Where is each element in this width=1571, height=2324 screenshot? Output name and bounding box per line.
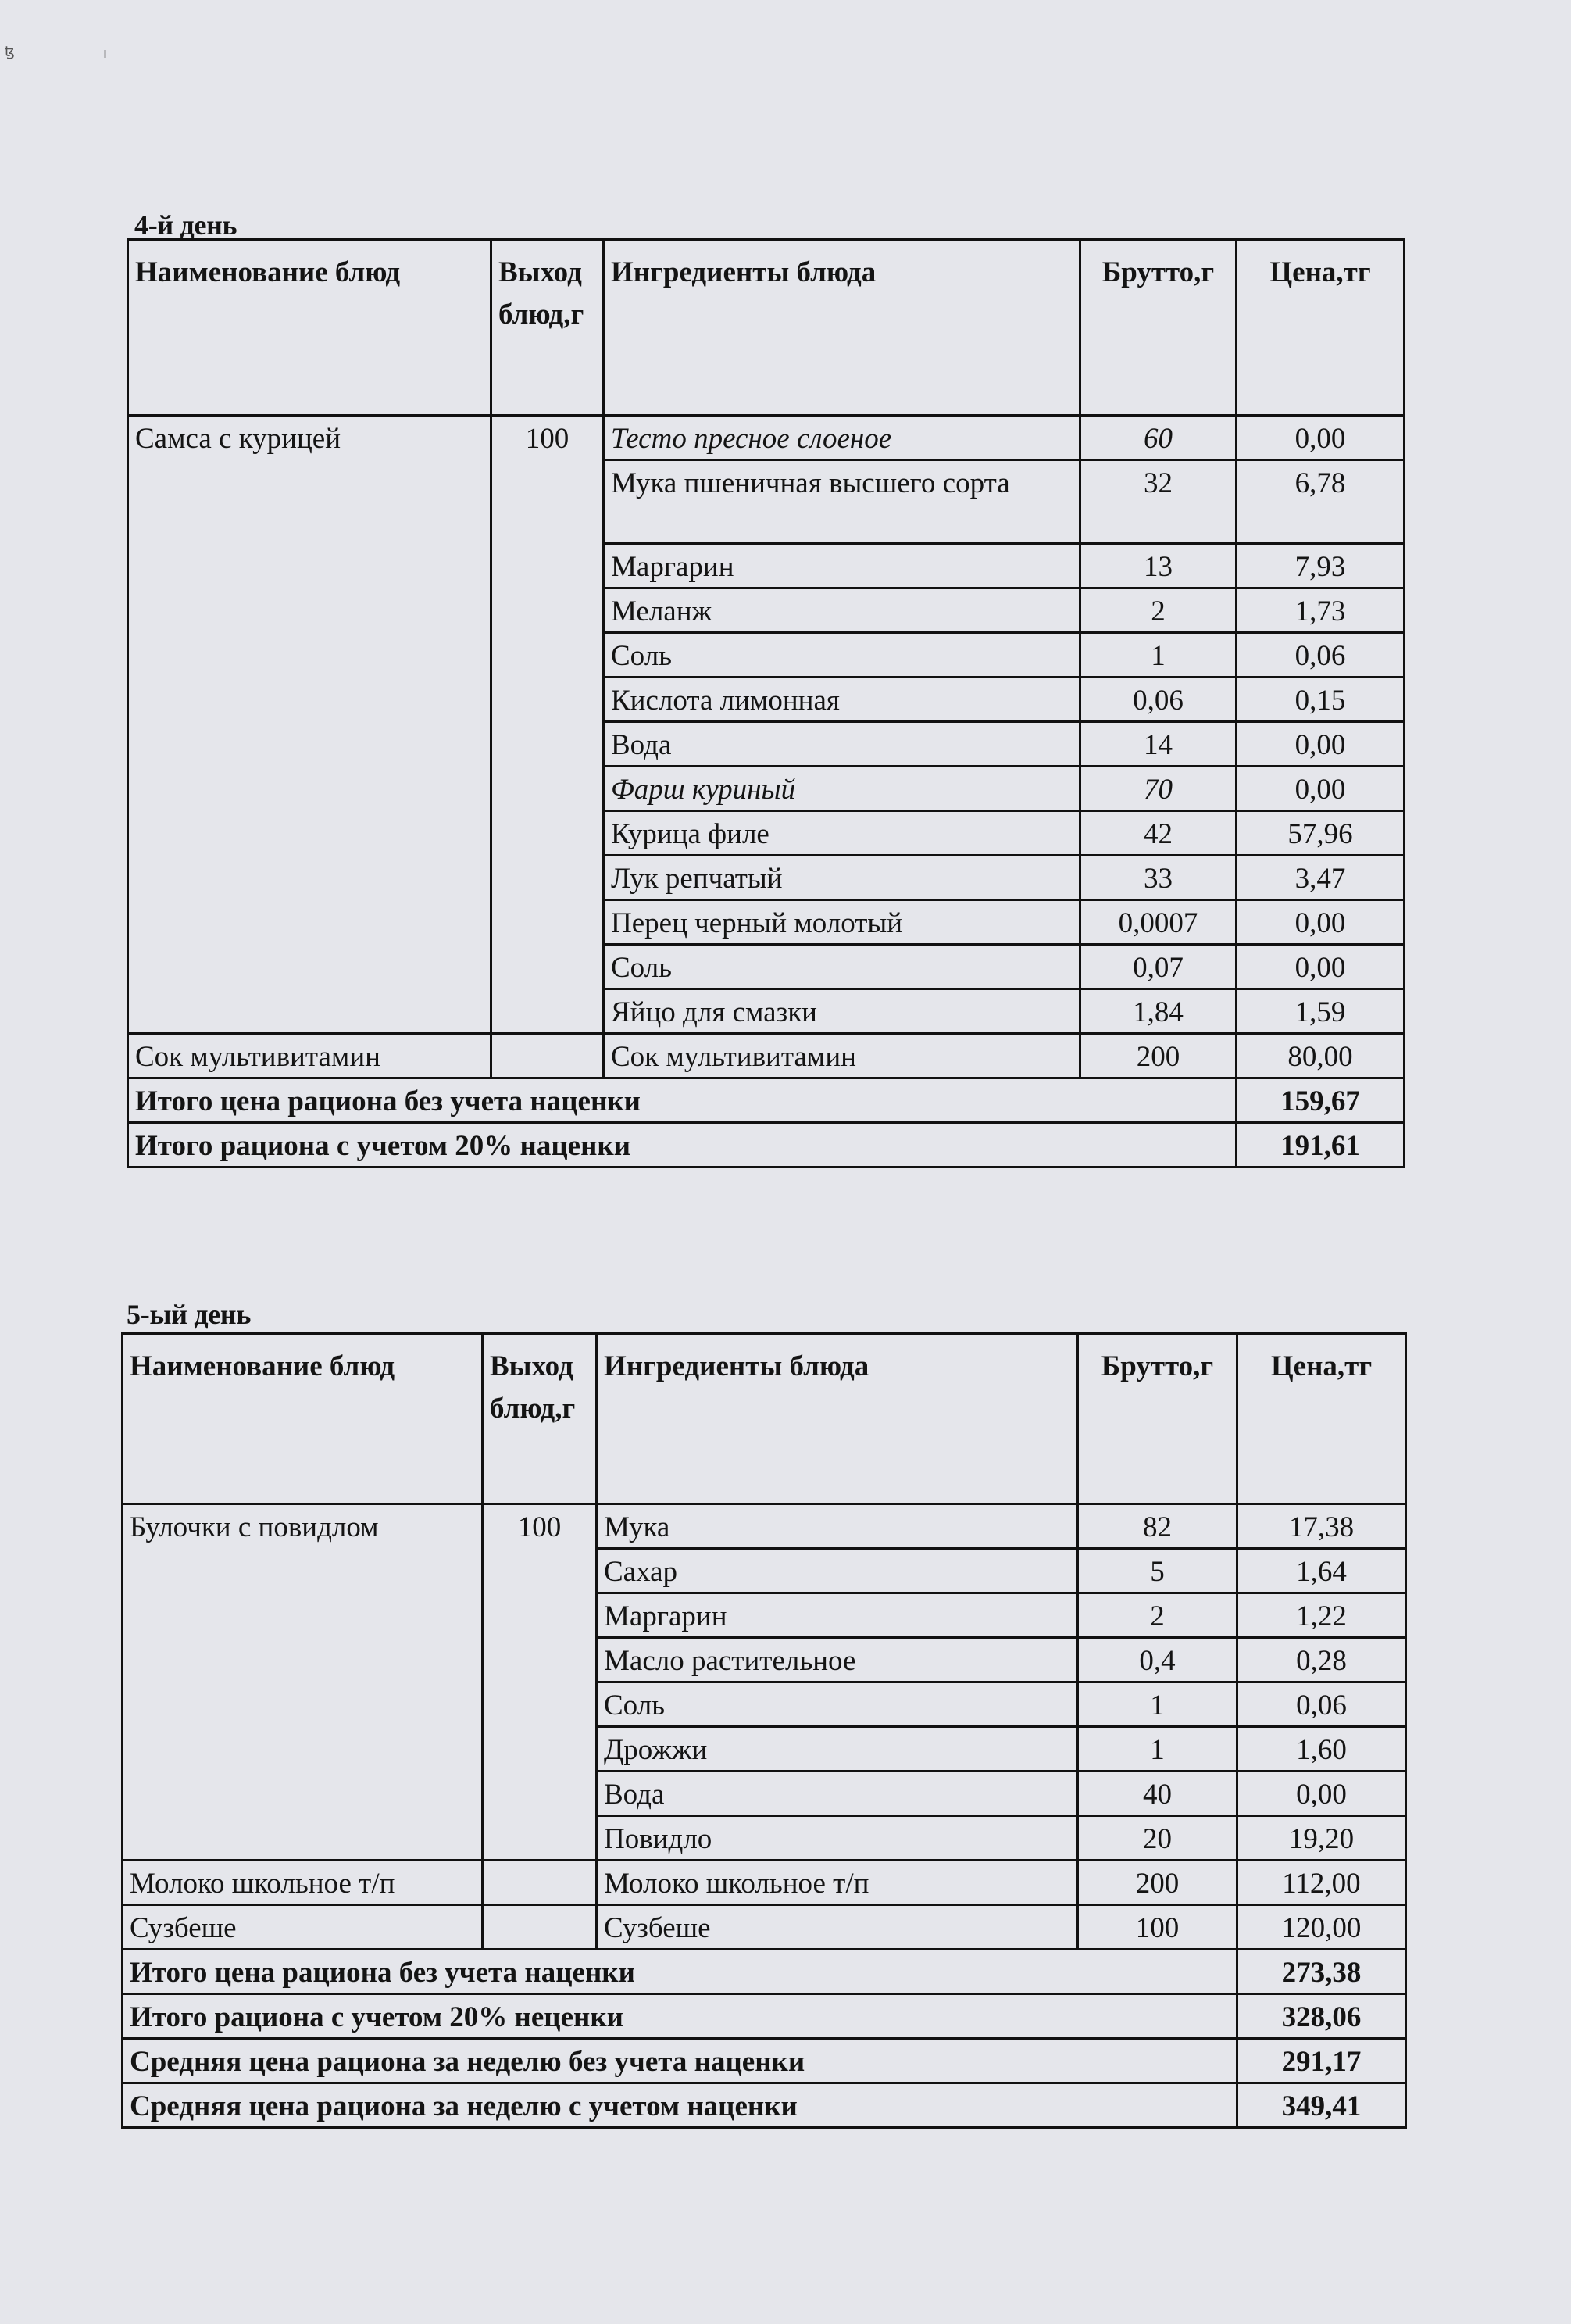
ingredient-gross: 1: [1078, 1727, 1237, 1772]
header-ingredients: [604, 240, 1080, 416]
ingredient-gross: 1,84: [1080, 989, 1237, 1034]
ingredient-price: 1,22: [1237, 1593, 1406, 1638]
total-row: [123, 2083, 1406, 2128]
header-yield: [483, 1334, 597, 1504]
ingredient-name: Лук репчатый: [604, 856, 1080, 900]
ingredient-price: 19,20: [1237, 1816, 1406, 1861]
ingredient-price: 80,00: [1237, 1034, 1405, 1078]
ingredient-name: Соль: [604, 633, 1080, 678]
ingredient-price: 0,00: [1237, 722, 1405, 767]
ingredient-name: Фарш куриный: [604, 767, 1080, 811]
dish-yield: [483, 1905, 597, 1950]
ingredient-name: Вода: [597, 1772, 1078, 1816]
day5-menu-table: [121, 1332, 1407, 2129]
total-label: Средняя цена рациона за неделю без учета наценки: [123, 2039, 1237, 2083]
dish-name: Булочки с повидлом: [123, 1504, 483, 1861]
ingredient-name: Кислота лимонная: [604, 678, 1080, 722]
ingredient-gross: 5: [1078, 1549, 1237, 1593]
ingredient-gross: 60: [1080, 416, 1237, 460]
total-label: Средняя цена рациона за неделю с учетом наценки: [123, 2083, 1237, 2128]
day5-title: 5-ый день: [127, 1299, 252, 1330]
total-value: 291,17: [1237, 2039, 1406, 2083]
total-value: 159,67: [1237, 1078, 1405, 1123]
ingredient-price: 0,06: [1237, 1682, 1406, 1727]
ingredient-gross: 1: [1078, 1682, 1237, 1727]
total-row: [123, 1994, 1406, 2039]
ingredient-name: Масло растительное: [597, 1638, 1078, 1682]
total-label: Итого цена рациона без учета наценки: [123, 1950, 1237, 1994]
ingredient-price: 120,00: [1237, 1905, 1406, 1950]
day5-body: [123, 1504, 1406, 2128]
ingredient-name: Вода: [604, 722, 1080, 767]
ingredient-gross: 0,0007: [1080, 900, 1237, 945]
ingredient-gross: 200: [1080, 1034, 1237, 1078]
header-dish: [123, 1334, 483, 1504]
ingredient-name: Повидло: [597, 1816, 1078, 1861]
dish-name: Сок мультивитамин: [128, 1034, 491, 1078]
ingredient-name: Мука: [597, 1504, 1078, 1549]
total-value: 328,06: [1237, 1994, 1406, 2039]
dish-name: Сузбеше: [123, 1905, 483, 1950]
total-value: 273,38: [1237, 1950, 1406, 1994]
header-price: [1237, 1334, 1406, 1504]
header-yield-line2: блюд,г: [498, 299, 584, 331]
dish-yield: [491, 1034, 604, 1078]
ingredient-gross: 200: [1078, 1861, 1237, 1905]
dish-yield: 100: [491, 416, 604, 1034]
ingredient-price: 0,15: [1237, 678, 1405, 722]
ingredient-gross: 70: [1080, 767, 1237, 811]
total-value: 349,41: [1237, 2083, 1406, 2128]
header-yield-line1: Выход: [498, 256, 582, 288]
staple-mark: ı: [103, 45, 108, 62]
header-ingredients-label: Ингредиенты блюда: [604, 1350, 869, 1382]
ingredient-name: Маргарин: [604, 544, 1080, 588]
total-label: Итого рациона с учетом 20% неценки: [123, 1994, 1237, 2039]
ingredient-row: [128, 1034, 1405, 1078]
ingredient-gross: 0,06: [1080, 678, 1237, 722]
header-dish-label: Наименование блюд: [135, 256, 401, 288]
ingredient-price: 0,00: [1237, 416, 1405, 460]
ingredient-name: Соль: [597, 1682, 1078, 1727]
ingredient-price: 0,00: [1237, 767, 1405, 811]
ingredient-price: 7,93: [1237, 544, 1405, 588]
header-price: [1237, 240, 1405, 416]
dish-yield: [483, 1861, 597, 1905]
ingredient-gross: 33: [1080, 856, 1237, 900]
dish-name: Самса с курицей: [128, 416, 491, 1034]
header-dish-label: Наименование блюд: [130, 1350, 395, 1382]
dish-yield: 100: [483, 1504, 597, 1861]
table-header-row: [128, 240, 1405, 416]
ingredient-price: 112,00: [1237, 1861, 1406, 1905]
ingredient-row: [123, 1905, 1406, 1950]
ingredient-name: Сузбеше: [597, 1905, 1078, 1950]
total-row: [123, 1950, 1406, 1994]
day4-body: [128, 416, 1405, 1167]
ingredient-price: 1,64: [1237, 1549, 1406, 1593]
header-gross: [1078, 1334, 1237, 1504]
ingredient-gross: 1: [1080, 633, 1237, 678]
total-value: 191,61: [1237, 1123, 1405, 1167]
ingredient-price: 0,00: [1237, 1772, 1406, 1816]
ingredient-row: [123, 1861, 1406, 1905]
ingredient-name: Перец черный молотый: [604, 900, 1080, 945]
total-row: [128, 1078, 1405, 1123]
ingredient-gross: 2: [1078, 1593, 1237, 1638]
ingredient-price: 17,38: [1237, 1504, 1406, 1549]
ingredient-price: 1,60: [1237, 1727, 1406, 1772]
header-ingredients-label: Ингредиенты блюда: [611, 256, 877, 288]
ingredient-price: 0,00: [1237, 945, 1405, 989]
ingredient-price: 1,59: [1237, 989, 1405, 1034]
total-label: Итого цена рациона без учета наценки: [128, 1078, 1237, 1123]
ingredient-row: [128, 416, 1405, 460]
ingredient-price: 0,00: [1237, 900, 1405, 945]
header-yield-line2: блюд,г: [490, 1393, 576, 1425]
ingredient-price: 0,28: [1237, 1638, 1406, 1682]
ingredient-name: Маргарин: [597, 1593, 1078, 1638]
ingredient-price: 6,78: [1237, 460, 1405, 544]
ingredient-gross: 82: [1078, 1504, 1237, 1549]
total-label: Итого рациона с учетом 20% наценки: [128, 1123, 1237, 1167]
ingredient-gross: 20: [1078, 1816, 1237, 1861]
ingredient-name: Молоко школьное т/п: [597, 1861, 1078, 1905]
ingredient-name: Яйцо для смазки: [604, 989, 1080, 1034]
ingredient-gross: 2: [1080, 588, 1237, 633]
dish-name: Молоко школьное т/п: [123, 1861, 483, 1905]
total-row: [128, 1123, 1405, 1167]
day4-menu-table: [127, 238, 1405, 1168]
header-price-label: Цена,тг: [1269, 256, 1371, 288]
staple-mark: ꜩ: [5, 44, 15, 60]
header-ingredients: [597, 1334, 1078, 1504]
ingredient-price: 1,73: [1237, 588, 1405, 633]
header-price-label: Цена,тг: [1270, 1350, 1373, 1382]
ingredient-gross: 14: [1080, 722, 1237, 767]
ingredient-name: Мука пшеничная высшего сорта: [604, 460, 1080, 544]
ingredient-name: Сахар: [597, 1549, 1078, 1593]
header-dish: [128, 240, 491, 416]
ingredient-row: [123, 1504, 1406, 1549]
ingredient-price: 0,06: [1237, 633, 1405, 678]
ingredient-gross: 100: [1078, 1905, 1237, 1950]
ingredient-gross: 13: [1080, 544, 1237, 588]
ingredient-price: 3,47: [1237, 856, 1405, 900]
header-gross-label: Брутто,г: [1101, 1350, 1214, 1382]
ingredient-gross: 32: [1080, 460, 1237, 544]
ingredient-name: Курица филе: [604, 811, 1080, 856]
ingredient-name: Соль: [604, 945, 1080, 989]
day4-title: 4-й день: [134, 209, 237, 241]
ingredient-price: 57,96: [1237, 811, 1405, 856]
ingredient-gross: 0,4: [1078, 1638, 1237, 1682]
header-gross-label: Брутто,г: [1101, 256, 1215, 288]
ingredient-gross: 40: [1078, 1772, 1237, 1816]
ingredient-name: Сок мультивитамин: [604, 1034, 1080, 1078]
ingredient-name: Дрожжи: [597, 1727, 1078, 1772]
ingredient-name: Меланж: [604, 588, 1080, 633]
table-header-row: [123, 1334, 1406, 1504]
total-row: [123, 2039, 1406, 2083]
header-yield-line1: Выход: [490, 1350, 573, 1382]
ingredient-gross: 42: [1080, 811, 1237, 856]
ingredient-name: Тесто пресное слоеное: [604, 416, 1080, 460]
header-gross: [1080, 240, 1237, 416]
ingredient-gross: 0,07: [1080, 945, 1237, 989]
header-yield: [491, 240, 604, 416]
